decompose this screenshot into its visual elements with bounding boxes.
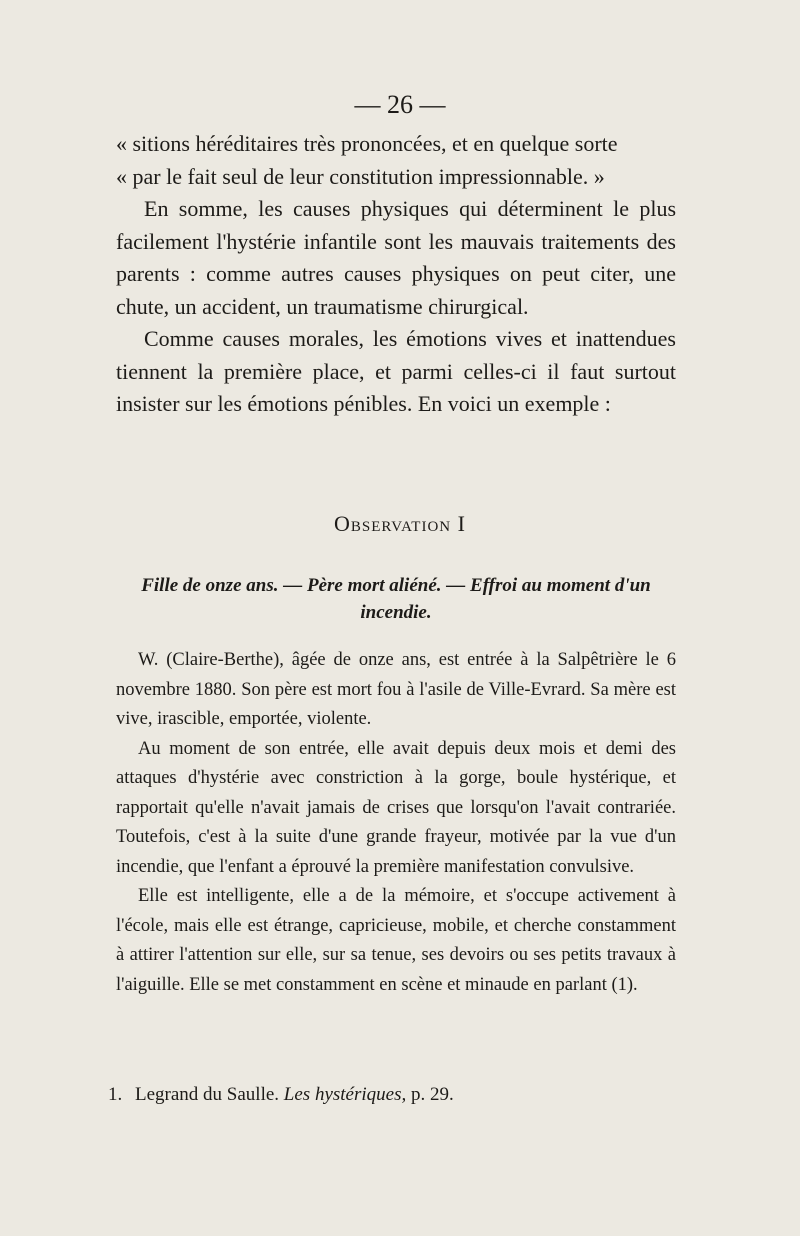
footnote <box>108 1082 688 1108</box>
footnote-author: Legrand du Saulle. <box>135 1084 280 1105</box>
observation-paragraph: Elle est intelligente, elle a de la mémoire, et s'occupe activement à l'école, mais elle est étrange, capricieuse, mobile, et cherche constamment à attirer l'attention sur elle, sur sa tenue, ses devoirs ou ses petits travaux à l'aiguille. Elle se met constamment en scène et minaude en parlant (1). <box>116 886 676 995</box>
footnote-number: 1. <box>108 1084 123 1105</box>
paragraph-moral-causes: Comme causes morales, les émotions vives et inattendues tiennent la première place, et parmi celles-ci il faut surtout insister sur les émotions pénibles. En voici un exemple : <box>116 326 676 416</box>
quote-line: « par le fait seul de leur constitution impressionnable. » <box>116 163 605 189</box>
observation-subtitle: Fille de onze ans. — Père mort aliéné. — Effroi au moment d'un incendie. <box>141 575 651 623</box>
quote-continuation <box>116 128 676 193</box>
observation-paragraph: W. (Claire-Berthe), âgée de onze ans, est entrée à la Salpêtrière le 6 novembre 1880. Son père est mort fou à l'asile de Ville-Evrard. Sa mère est vive, irascible, emportée, violente. <box>116 650 676 729</box>
footnote-work-title: Les hystériques, <box>283 1084 407 1105</box>
quote-line: « sitions héréditaires très prononcées, et en quelque sorte <box>116 131 618 156</box>
observation-text <box>116 646 676 1000</box>
observation-title: Observation I <box>334 511 466 536</box>
observation-paragraph: Au moment de son entrée, elle avait depuis deux mois et demi des attaques d'hystérie avec constriction à la gorge, boule hystérique, et rapportait qu'elle n'avait jamais de crises que lorsqu'on l'avait contrariée. Toutefois, c'est à la suite d'une grande frayeur, motivée par la vue d'un incendie, que l'enfant a éprouvé la première manifestation convulsive. <box>116 738 676 877</box>
paragraph-physical-causes: En somme, les causes physiques qui déterminent le plus facilement l'hystérie infantile sont les mauvais traitements des parents : comme autres causes physiques on peut citer, une chute, un accident, un traumatisme chirurgical. <box>116 196 676 319</box>
page-number: — 26 — <box>354 90 446 119</box>
main-text <box>116 193 676 421</box>
footnote-page: p. 29. <box>410 1084 454 1105</box>
